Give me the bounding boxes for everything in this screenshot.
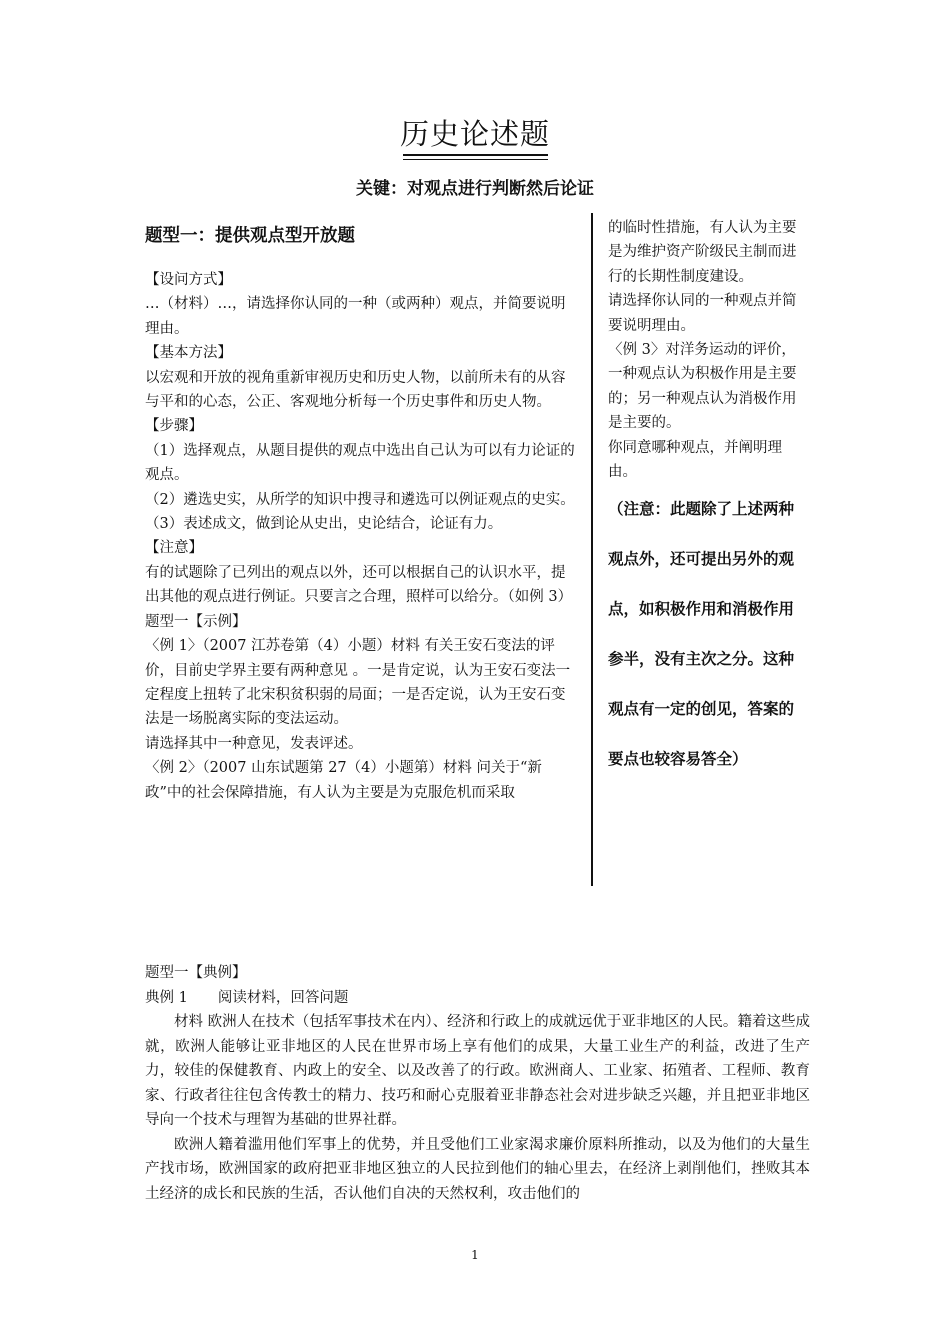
page-number: 1 [471,1248,479,1262]
example-3: 〈例 3〉对洋务运动的评价，一种观点认为积极作用是主要的；另一种观点认为消极作用是主要的。 [608,342,797,432]
step-1: （1）选择观点，从题目提供的观点中选出自己认为可以有力论证的观点。 [145,442,575,484]
example-2: 〈例 2〉（2007 山东试题第 27（4）小题第）材料 问关于“新政”中的社会保障措施，有人认为主要是为克服危机而采取 [145,760,542,801]
label-attention: 【注意】 [145,540,203,557]
example-1-question: 请选择其中一种意见，发表评述。 [145,735,363,752]
example-label: 典例 1 [145,989,188,1006]
title-double-underline [403,154,548,160]
typical-example-header [145,986,810,1011]
right-column [608,216,808,784]
material-paragraph-1: 材料 欧洲人在技术（包括军事技术在内）、经济和行政上的成就远优于亚非地区的人民。籍着这些成就，欧洲人能够让亚非地区的人民在世界市场上享有他们的成果，大量工业生产的利益，改进了生产力，较佳的保健教育、内政上的安全、以及改善了的行政。欧洲商人、工业家、拓殖者、工程师、教育家、行政者往往包含传教士的精力、技巧和耐心克服着亚非静态社会对进步缺乏兴趣，并且把亚非地区导向一个技术与理智为基础的世界社群。 [145,1014,810,1128]
step-3: （3）表述成文，做到论从史出，史论结合，论证有力。 [145,516,503,533]
left-column [145,220,577,805]
label-question-format: 【设问方式】 [145,272,232,288]
example-2-question: 请选择你认同的一种观点并简要说明理由。 [608,293,797,334]
typical-example-heading: 题型一【典例】 [145,965,247,981]
label-basic-method: 【基本方法】 [145,345,232,362]
basic-method-text: 以宏观和开放的视角重新审视历史和历史人物，以前所未有的从容与平和的心态，公正、客观地分析每一个历史事件和历史人物。 [145,369,566,411]
example-2-continued: 的临时性措施，有人认为主要是为维护资产阶级民主制而进行的长期性制度建设。 [608,220,797,285]
example-1: 〈例 1〉（2007 江苏卷第（4）小题）材料 有关王安石变法的评价，目前史学界主要有两种意见 。一是肯定说，认为王安石变法一定程度上扭转了北宋积贫积弱的局面；一是否定说，认为王安石变法是一场脱离实际的变法运动。 [145,638,571,728]
label-examples: 题型一【示例】 [145,613,247,630]
example-3-question: 你同意哪种观点，并阐明理由。 [608,439,782,481]
document-title: 历史论述题 [399,117,550,151]
document-subtitle: 关键：对观点进行判断然后论证 [356,179,594,199]
step-2: （2）遴选史实，从所学的知识中搜寻和遴选可以例证观点的史实。 [145,491,575,508]
material-paragraph-2: 欧洲人籍着滥用他们军事上的优势，并且受他们工业家渴求廉价原料所推动，以及为他们的大量生产找市场，欧洲国家的政府把亚非地区独立的人民拉到他们的轴心里去，在经济上剥削他们，挫败其本土经济的成长和民族的生活，否认他们自决的天然权利，攻击他们的 [145,1136,810,1202]
attention-text: 有的试题除了已列出的观点以外，还可以根据自己的认识水平，提出其他的观点进行例证。只要言之合理，照样可以给分。（如例 3） [145,564,573,606]
column-divider [591,213,593,886]
label-steps: 【步骤】 [145,418,203,435]
example-3-note: （注意：此题除了上述两种观点外，还可提出另外的观点，如积极作用和消极作用参半，没有主次之分。这种观点有一定的创见，答案的要点也较容易答全） [608,500,795,769]
bottom-section [145,961,810,1206]
section-heading: 题型一：提供观点型开放题 [145,226,355,246]
question-format-text: …（材料）…，请选择你认同的一种（或两种）观点，并简要说明理由。 [145,296,566,337]
example-instruction: 阅读材料，回答问题 [217,989,349,1006]
